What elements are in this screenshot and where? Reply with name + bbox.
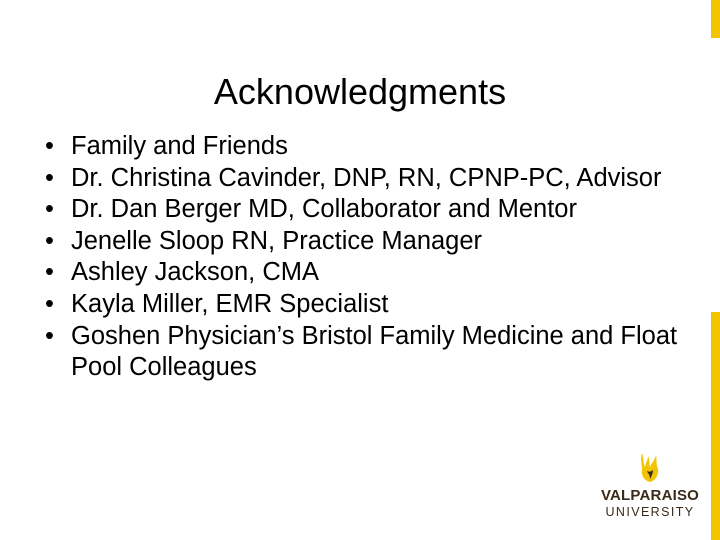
list-item [45,321,685,384]
list-item [45,163,685,195]
bullet-marker: • [45,321,54,350]
bullet-marker: • [45,258,54,287]
bullet-marker: • [45,132,54,160]
logo-text-valparaiso: VALPARAISO [600,487,700,504]
logo-text-university: UNIVERSITY [605,505,695,519]
list-item-text: Dr. Dan Berger MD, Collaborator and Mentor [71,195,577,224]
bullet-marker: • [45,226,54,255]
acknowledgments-list [45,131,685,384]
list-item [45,131,685,163]
list-item [45,194,685,226]
accent-bar-top [711,0,720,38]
list-item-text: Kayla Miller, EMR Specialist [71,289,389,318]
list-item [45,257,685,289]
list-item-text: Ashley Jackson, CMA [71,258,320,287]
torch-flame-icon [638,451,662,485]
slide-title: Acknowledgments [213,71,507,112]
list-item-text: Goshen Physician’s Bristol Family Medicine and Float Pool Colleagues [71,321,678,382]
accent-bar-bottom [711,312,720,540]
list-item-text: Jenelle Sloop RN, Practice Manager [71,226,483,255]
list-item [45,289,685,321]
bullet-marker: • [45,289,54,318]
bullet-marker: • [45,195,54,224]
university-logo [590,447,710,527]
bullet-marker: • [45,163,54,192]
list-item [45,226,685,258]
list-item-text: Family and Friends [71,132,288,160]
list-item-text: Dr. Christina Cavinder, DNP, RN, CPNP-PC, Advisor [71,163,662,192]
